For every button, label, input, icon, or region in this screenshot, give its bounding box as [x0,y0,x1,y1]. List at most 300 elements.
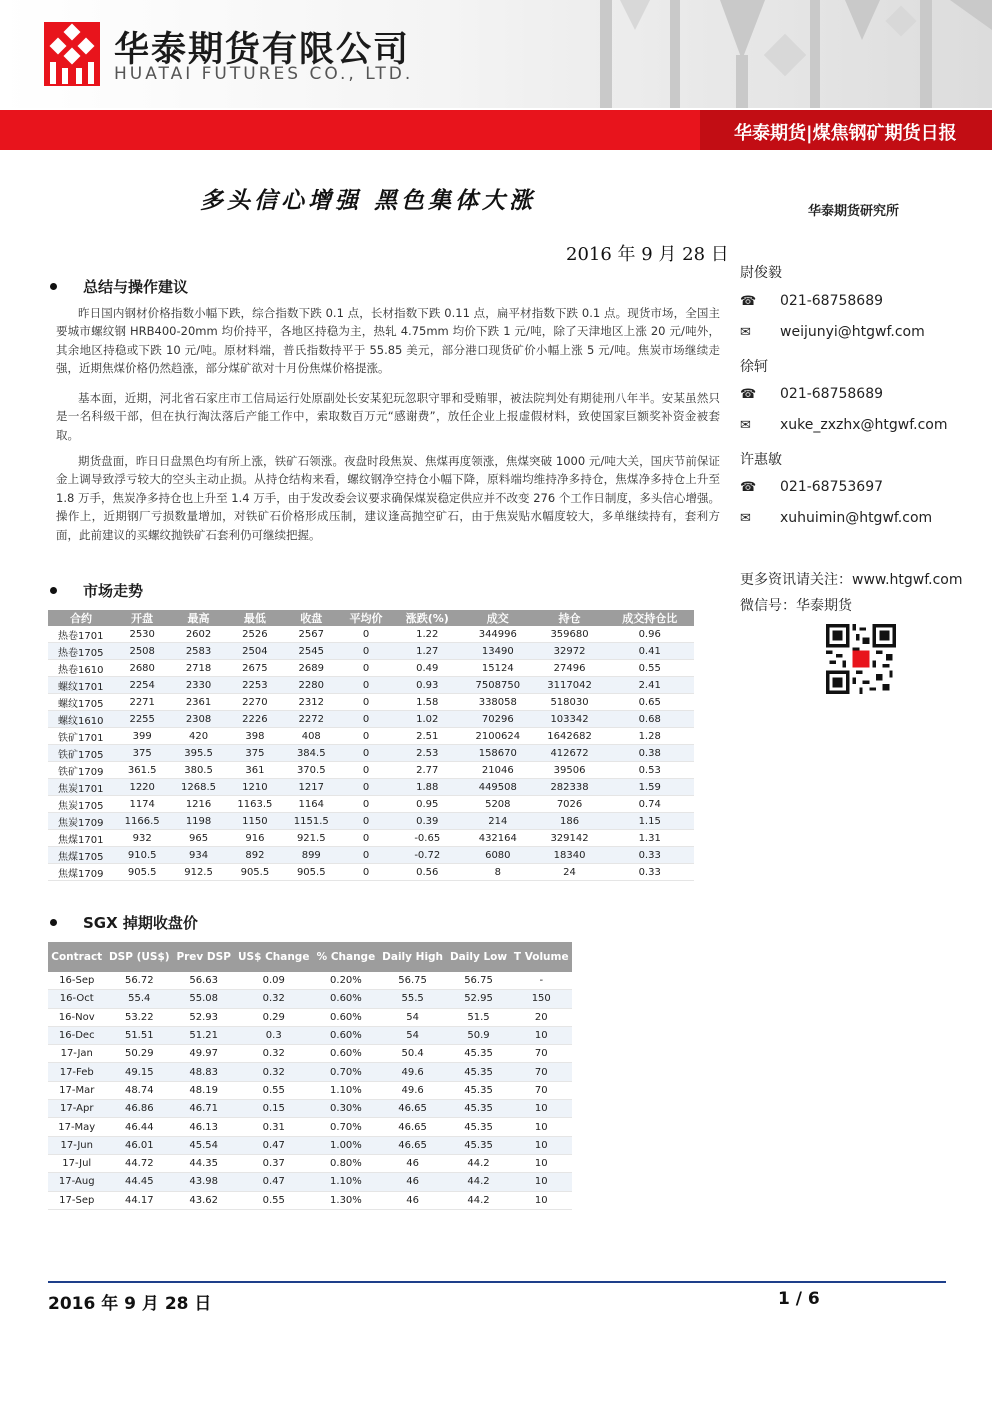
table-cell: 0.80% [313,1154,378,1172]
table-cell: 铁矿1705 [48,745,114,762]
table-cell: 44.45 [105,1173,173,1191]
contact-name: 许惠敏 [740,452,782,468]
table-cell: 49.97 [173,1045,234,1063]
col-header: 成交 [462,610,534,626]
table-cell: 0.20% [313,972,378,990]
table-cell: 56.72 [105,972,173,990]
bullet-icon [50,919,57,926]
table-cell: 43.98 [173,1173,234,1191]
table-cell: 384.5 [283,745,339,762]
contact-name: 尉俊毅 [740,265,782,281]
table-cell: 2689 [283,660,339,677]
summary-paragraph-3: 期货盘面，昨日日盘黑色均有所上涨，铁矿石领涨。夜盘时段焦炭、焦煤再度领涨，焦煤突破 1000 元/吨大关，国庆节前保证金上调导致浮亏较大的空头主动止损。从持仓结构来看，螺纹钢净空持仓小幅下降，原料端均维持净多持仓，焦煤净多持仓上升至 1.8 万手，焦炭净多持仓也上升至 1.4 万手，由于发改委会议要求确保煤炭稳定供应并不改变 276 个工作日制度，多头信心增强。操作上，近期钢厂亏损数量增加，对铁矿石价格形成压制，建议逢高抛空矿石，由于焦炭贴水幅度较大，多单继续持有，套利方面，此前建议的买螺纹抛铁矿石套利仍可继续把握。 [56,454,720,542]
email-icon: ✉ [740,418,751,433]
table-row [48,626,694,643]
table-cell: 1.00% [313,1136,378,1154]
table-header-row [48,942,572,972]
table-cell: 0.33 [605,864,694,881]
table-cell: 2.77 [393,762,462,779]
table-cell: 8 [462,864,534,881]
footer-date: 2016 年 9 月 28 日 [48,1294,212,1314]
table-cell: 0.47 [234,1136,313,1154]
table-cell: 0 [339,677,392,694]
table-cell: 2100624 [462,728,534,745]
table-cell: 45.35 [447,1118,511,1136]
table-cell: 1210 [227,779,283,796]
table-cell: 2.53 [393,745,462,762]
table-cell: 70296 [462,711,534,728]
table-cell: 1.02 [393,711,462,728]
table-cell: 1198 [170,813,226,830]
table-cell: 2254 [114,677,170,694]
table-cell: 46.44 [105,1118,173,1136]
table-cell: 158670 [462,745,534,762]
table-header-row [48,610,694,626]
table-cell: 51.5 [447,1008,511,1026]
company-name-en: HUATAI FUTURES CO., LTD. [114,64,414,84]
table-cell: 3117042 [534,677,606,694]
table-cell: 螺纹1701 [48,677,114,694]
table-row [48,762,694,779]
table-row [48,847,694,864]
table-cell: 10 [510,1136,572,1154]
table-cell: 56.75 [447,972,511,990]
table-cell: 焦煤1705 [48,847,114,864]
table-cell: 0 [339,847,392,864]
phone-icon: ☎ [740,387,757,402]
table-cell: 1.88 [393,779,462,796]
table-cell: 2545 [283,643,339,660]
table-cell: 焦煤1701 [48,830,114,847]
table-cell: 螺纹1705 [48,694,114,711]
col-header: % Change [313,942,378,972]
table-cell: 56.63 [173,972,234,990]
company-logo [44,22,100,86]
contact-phone: 021-68753697 [780,479,884,495]
table-cell: 10 [510,1191,572,1209]
table-cell: 921.5 [283,830,339,847]
col-header: 持仓 [534,610,606,626]
table-cell: 49.6 [379,1063,447,1081]
table-cell: 52.93 [173,1008,234,1026]
table-cell: 0 [339,864,392,881]
table-cell: 10 [510,1173,572,1191]
table-cell: 2308 [170,711,226,728]
table-cell: 0.47 [234,1173,313,1191]
table-cell: 2526 [227,626,283,643]
table-cell: 359680 [534,626,606,643]
institute-name: 华泰期货研究所 [808,204,900,219]
table-cell: 0.60% [313,990,378,1008]
section-heading-market: 市场走势 [83,582,144,600]
table-row [48,1173,572,1191]
table-row [48,1191,572,1209]
table-cell: 0.93 [393,677,462,694]
contact-phone: 021-68758689 [780,386,884,402]
table-cell: 45.35 [447,1100,511,1118]
table-cell: 0 [339,626,392,643]
table-cell: 1.10% [313,1173,378,1191]
table-cell: 17-Jun [48,1136,105,1154]
table-row [48,972,572,990]
bullet-icon [50,283,57,290]
table-cell: 46.65 [379,1136,447,1154]
table-cell: 2530 [114,626,170,643]
table-cell: 46.01 [105,1136,173,1154]
col-header: Daily High [379,942,447,972]
table-cell: 1642682 [534,728,606,745]
table-cell: 10 [510,1118,572,1136]
table-cell: 54 [379,1026,447,1044]
col-header: US$ Change [234,942,313,972]
table-cell: 2330 [170,677,226,694]
contact-email[interactable]: weijunyi@htgwf.com [780,324,925,340]
table-cell: 408 [283,728,339,745]
table-cell: 518030 [534,694,606,711]
table-cell: 2.41 [605,677,694,694]
report-date: 2016 年 9 月 28 日 [566,244,729,265]
table-cell: 6080 [462,847,534,864]
table-cell: 焦炭1705 [48,796,114,813]
table-cell: 103342 [534,711,606,728]
col-header: DSP (US$) [105,942,173,972]
table-cell: 1174 [114,796,170,813]
table-cell: 44.2 [447,1154,511,1172]
table-cell: 51.51 [105,1026,173,1044]
table-cell: 16-Sep [48,972,105,990]
table-cell: 49.6 [379,1081,447,1099]
table-cell: 361 [227,762,283,779]
table-cell: 910.5 [114,847,170,864]
table-cell: 2255 [114,711,170,728]
table-row [48,643,694,660]
table-cell: 70 [510,1045,572,1063]
contact-email[interactable]: xuhuimin@htgwf.com [780,510,933,526]
table-cell: 2272 [283,711,339,728]
table-cell: 399 [114,728,170,745]
table-cell: 焦煤1709 [48,864,114,881]
table-cell: 46.13 [173,1118,234,1136]
table-cell: 0 [339,796,392,813]
table-cell: 0.56 [393,864,462,881]
table-cell: 0.39 [393,813,462,830]
table-cell: 1.27 [393,643,462,660]
table-cell: 1166.5 [114,813,170,830]
table-cell: 1.30% [313,1191,378,1209]
table-row [48,864,694,881]
table-row [48,660,694,677]
table-cell: 50.4 [379,1045,447,1063]
table-cell: 44.35 [173,1154,234,1172]
table-cell: 0.55 [605,660,694,677]
table-row [48,1154,572,1172]
table-cell: 2280 [283,677,339,694]
header-decoration [560,0,992,108]
contact-phone: 021-68758689 [780,293,884,309]
table-cell: 17-Sep [48,1191,105,1209]
table-cell: 0 [339,762,392,779]
table-cell: 39506 [534,762,606,779]
table-cell: - [510,972,572,990]
table-row [48,1008,572,1026]
table-cell: 48.74 [105,1081,173,1099]
table-cell: 52.95 [447,990,511,1008]
table-cell: 46 [379,1191,447,1209]
table-cell: 5208 [462,796,534,813]
table-cell: 338058 [462,694,534,711]
table-cell: 2226 [227,711,283,728]
table-cell: 铁矿1701 [48,728,114,745]
table-cell: 395.5 [170,745,226,762]
table-cell: 1.58 [393,694,462,711]
table-cell: 53.22 [105,1008,173,1026]
table-cell: 55.08 [173,990,234,1008]
table-cell: 380.5 [170,762,226,779]
table-cell: 2680 [114,660,170,677]
table-row [48,677,694,694]
table-cell: 44.17 [105,1191,173,1209]
table-row [48,1136,572,1154]
phone-icon: ☎ [740,480,757,495]
table-cell: 0.37 [234,1154,313,1172]
market-table [48,610,694,881]
table-cell: 432164 [462,830,534,847]
table-cell: 0.55 [234,1081,313,1099]
table-cell: 916 [227,830,283,847]
table-cell: 13490 [462,643,534,660]
table-cell: 0 [339,711,392,728]
table-cell: 150 [510,990,572,1008]
table-cell: 17-May [48,1118,105,1136]
wechat-id: 微信号：华泰期货 [740,598,852,614]
table-row [48,1063,572,1081]
table-cell: 17-Aug [48,1173,105,1191]
table-row [48,830,694,847]
table-cell: 0.30% [313,1100,378,1118]
table-cell: 0 [339,779,392,796]
table-cell: 16-Oct [48,990,105,1008]
table-cell: 焦炭1701 [48,779,114,796]
more-info-link[interactable]: 更多资讯请关注：www.htgwf.com [740,572,963,588]
table-cell: 0.49 [393,660,462,677]
table-cell: 0 [339,813,392,830]
table-cell: 45.54 [173,1136,234,1154]
table-cell: 0.60% [313,1045,378,1063]
table-cell: 7026 [534,796,606,813]
table-cell: 16-Nov [48,1008,105,1026]
table-cell: 54 [379,1008,447,1026]
table-cell: 48.19 [173,1081,234,1099]
table-cell: 1151.5 [283,813,339,830]
table-row [48,1026,572,1044]
table-cell: 0 [339,728,392,745]
table-cell: 20 [510,1008,572,1026]
table-cell: 0.32 [234,1063,313,1081]
phone-icon: ☎ [740,294,757,309]
table-cell: 0.53 [605,762,694,779]
table-cell: 2361 [170,694,226,711]
table-cell: 0.96 [605,626,694,643]
table-cell: 55.5 [379,990,447,1008]
table-cell: 43.62 [173,1191,234,1209]
col-header: 最高 [170,610,226,626]
table-cell: 1.10% [313,1081,378,1099]
table-cell: 46.71 [173,1100,234,1118]
table-cell: 2253 [227,677,283,694]
summary-paragraph-2: 基本面，近期，河北省石家庄市工信局运行处原副处长安某犯玩忽职守罪和受贿罪，被法院判处有期徒刑八年半。安某虽然只是一名科级干部，但在执行淘汰落后产能工作中，索取数百万元“感谢费”，放任企业上报虚假材料，致使国家巨额奖补资金被套取。 [56,391,720,442]
col-header: 合约 [48,610,114,626]
table-cell: 热卷1610 [48,660,114,677]
table-cell: 2504 [227,643,283,660]
table-cell: 2718 [170,660,226,677]
table-cell: 热卷1705 [48,643,114,660]
table-cell: 0.68 [605,711,694,728]
table-cell: 0 [339,660,392,677]
table-row [48,990,572,1008]
table-cell: 0.70% [313,1063,378,1081]
table-cell: 1217 [283,779,339,796]
table-cell: 17-Feb [48,1063,105,1081]
table-cell: 45.35 [447,1063,511,1081]
table-cell: 1163.5 [227,796,283,813]
table-cell: 361.5 [114,762,170,779]
table-cell: 0.95 [393,796,462,813]
section-heading-sgx: SGX 掉期收盘价 [83,914,198,932]
table-cell: 45.35 [447,1045,511,1063]
table-cell: -0.72 [393,847,462,864]
email-icon: ✉ [740,325,751,340]
table-cell: 2602 [170,626,226,643]
company-name-cn: 华泰期货有限公司 [114,30,411,70]
table-cell: 329142 [534,830,606,847]
table-cell: 44.2 [447,1173,511,1191]
table-cell: 0.32 [234,990,313,1008]
table-cell: 24 [534,864,606,881]
table-cell: 0.09 [234,972,313,990]
table-cell: 44.2 [447,1191,511,1209]
email-icon: ✉ [740,511,751,526]
qr-code-icon [826,624,896,694]
table-row [48,728,694,745]
table-cell: 焦炭1709 [48,813,114,830]
table-cell: 70 [510,1063,572,1081]
table-cell: 905.5 [283,864,339,881]
table-row [48,1100,572,1118]
table-cell: 热卷1701 [48,626,114,643]
report-banner-title: 华泰期货|煤焦钢矿期货日报 [734,123,957,144]
table-cell: 398 [227,728,283,745]
table-cell: 17-Mar [48,1081,105,1099]
table-cell: 2567 [283,626,339,643]
col-header: Daily Low [447,942,511,972]
table-cell: 0.70% [313,1118,378,1136]
table-row [48,694,694,711]
report-title: 多头信心增强 黑色集体大涨 [200,187,537,214]
table-cell: 1268.5 [170,779,226,796]
table-cell: 0.38 [605,745,694,762]
table-cell: 2508 [114,643,170,660]
table-cell: 905.5 [227,864,283,881]
table-cell: 0 [339,830,392,847]
col-header: 最低 [227,610,283,626]
contact-email[interactable]: xuke_zxzhx@htgwf.com [780,417,948,433]
table-cell: 44.72 [105,1154,173,1172]
table-cell: 1.22 [393,626,462,643]
table-cell: 0.60% [313,1026,378,1044]
table-cell: 899 [283,847,339,864]
table-cell: 铁矿1709 [48,762,114,779]
table-cell: 0.60% [313,1008,378,1026]
table-cell: 70 [510,1081,572,1099]
table-cell: 51.21 [173,1026,234,1044]
table-cell: 27496 [534,660,606,677]
table-cell: 螺纹1610 [48,711,114,728]
table-cell: 50.29 [105,1045,173,1063]
table-cell: 48.83 [173,1063,234,1081]
contact-name: 徐轲 [740,359,768,375]
bullet-icon [50,587,57,594]
table-cell: 17-Jan [48,1045,105,1063]
table-cell: 965 [170,830,226,847]
table-row [48,796,694,813]
table-cell: 21046 [462,762,534,779]
table-cell: 32972 [534,643,606,660]
table-cell: 1.28 [605,728,694,745]
table-cell: 905.5 [114,864,170,881]
table-cell: 0.41 [605,643,694,660]
table-cell: 55.4 [105,990,173,1008]
table-cell: -0.65 [393,830,462,847]
table-cell: 412672 [534,745,606,762]
table-cell: 0 [339,694,392,711]
table-cell: 16-Dec [48,1026,105,1044]
table-cell: 0.74 [605,796,694,813]
table-cell: 17-Apr [48,1100,105,1118]
col-header: 成交持仓比 [605,610,694,626]
table-cell: 45.35 [447,1081,511,1099]
col-header: 涨跌(%) [393,610,462,626]
table-cell: 1150 [227,813,283,830]
table-cell: 1216 [170,796,226,813]
table-cell: 2270 [227,694,283,711]
col-header: T Volume [510,942,572,972]
table-cell: 1.59 [605,779,694,796]
table-row [48,711,694,728]
table-cell: 186 [534,813,606,830]
table-cell: 10 [510,1154,572,1172]
table-cell: 2.51 [393,728,462,745]
table-cell: 1220 [114,779,170,796]
table-cell: 912.5 [170,864,226,881]
table-cell: 0 [339,643,392,660]
table-cell: 1164 [283,796,339,813]
table-cell: 0.29 [234,1008,313,1026]
col-header: 平均价 [339,610,392,626]
table-row [48,1081,572,1099]
table-cell: 892 [227,847,283,864]
table-cell: 932 [114,830,170,847]
table-row [48,813,694,830]
section-heading-summary: 总结与操作建议 [83,278,189,296]
table-cell: 2271 [114,694,170,711]
table-cell: 449508 [462,779,534,796]
table-cell: 56.75 [379,972,447,990]
table-cell: 214 [462,813,534,830]
table-cell: 375 [114,745,170,762]
table-cell: 10 [510,1100,572,1118]
summary-paragraph-1: 昨日国内钢材价格指数小幅下跌，综合指数下跌 0.1 点，长材指数下跌 0.11 点，扁平材指数下跌 0.1 点。现货市场，全国主要城市螺纹钢 HRB400-20mm 均价持平，各地区持稳为主，热轧 4.75mm 均价下跌 1 元/吨，除了天津地区上涨 20 元/吨外，其余地区持稳或下跌 10 元/吨。原材料端，普氏指数持平于 55.85 美元，部分港口现货矿价小幅上涨 5 元/吨。焦炭市场继续走强，近期焦煤价格仍然趋涨，部分煤矿欲对十月份焦煤价格提涨。 [56,306,720,376]
table-cell: 282338 [534,779,606,796]
